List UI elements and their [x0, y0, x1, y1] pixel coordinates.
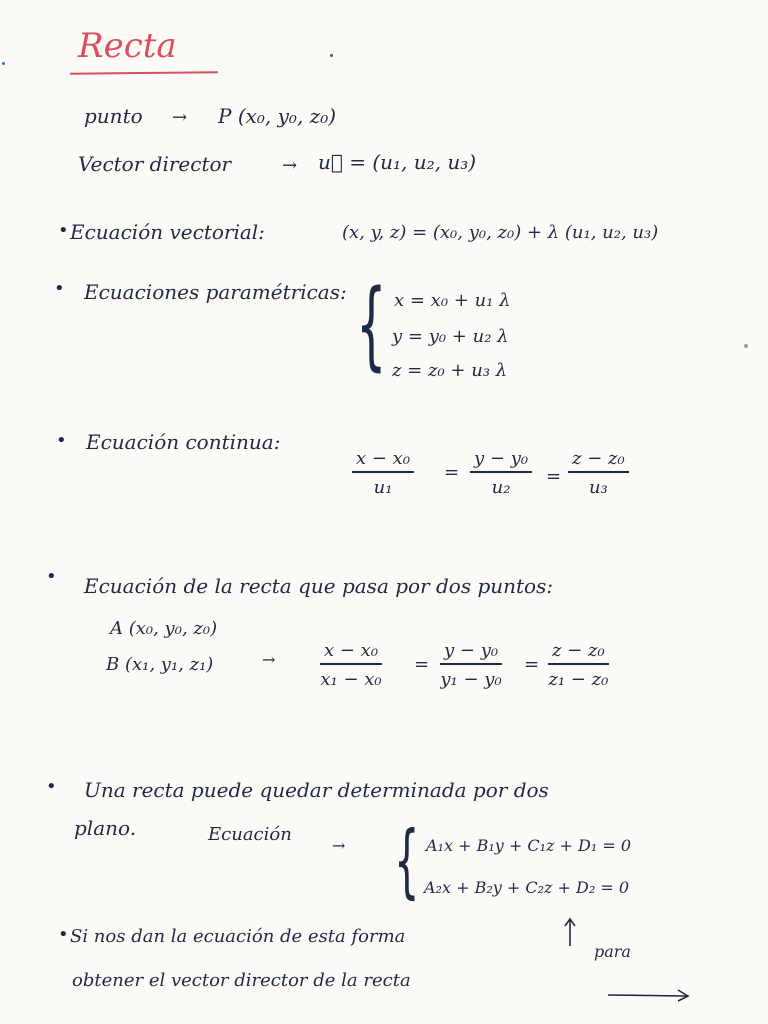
parametric-row-y: y = y₀ + u₂ λ [392, 326, 509, 347]
title-underline [70, 71, 218, 75]
two-points-fraction-x [320, 640, 382, 690]
up-arrow-icon [562, 916, 578, 948]
two-points-label: Ecuación de la recta que pasa por dos puntos: [84, 574, 554, 598]
fraction-numerator: x − x₀ [324, 640, 379, 661]
two-points-bullet: • [46, 566, 57, 587]
two-points-fraction-y [440, 640, 502, 690]
fraction-numerator: z − z₀ [552, 640, 605, 661]
fraction-denominator: x₁ − x₀ [320, 668, 382, 690]
fraction-denominator: u₁ [373, 476, 393, 498]
fraction-numerator: z − z₀ [572, 448, 625, 469]
fraction-numerator: y − y₀ [474, 448, 529, 469]
fraction-numerator: x − x₀ [356, 448, 411, 469]
note-bullet: • [58, 924, 69, 945]
point-a: A (x₀, y₀, z₀) [110, 618, 218, 639]
page-title: Recta [78, 26, 177, 66]
two-points-fraction-z [548, 640, 609, 690]
fraction-denominator: u₂ [491, 476, 511, 498]
vector-label: Vector director [78, 152, 232, 176]
paper-speck [2, 62, 5, 65]
parametric-brace: { [356, 269, 387, 381]
note-line-2: obtener el vector director de la recta [72, 970, 411, 991]
continuous-label: Ecuación continua: [86, 430, 281, 454]
two-points-arrow: → [262, 650, 276, 669]
paper-speck [330, 54, 333, 57]
parametric-bullet: • [54, 278, 65, 299]
vector-expression: u⃗ = (u₁, u₂, u₃) [318, 150, 477, 174]
point-expression: P (x₀, y₀, z₀) [218, 104, 337, 128]
vectorial-label: Ecuación vectorial: [70, 220, 265, 244]
parametric-label: Ecuaciones paramétricas: [84, 280, 347, 304]
two-points-equals-1: = [414, 654, 430, 675]
plane-equation-1: A₁x + B₁y + C₁z + D₁ = 0 [426, 836, 632, 855]
planes-line-1: Una recta puede quedar determinada por dos [84, 778, 549, 802]
continuous-equals-1: = [444, 462, 460, 483]
paper-speck [744, 344, 748, 348]
fraction-denominator: z₁ − z₀ [548, 668, 609, 690]
right-arrow-icon [606, 986, 692, 1004]
point-label: punto [84, 104, 143, 128]
two-points-equals-2: = [524, 654, 540, 675]
fraction-denominator: u₃ [588, 476, 608, 498]
continuous-equals-2: = [546, 466, 562, 487]
point-b: B (x₁, y₁, z₁) [106, 654, 214, 675]
fraction-numerator: y − y₀ [444, 640, 499, 661]
continuous-fraction-z [568, 448, 629, 498]
planes-line-2a: plano. [74, 816, 137, 840]
planes-brace: { [394, 814, 420, 907]
parametric-row-z: z = z₀ + u₃ λ [392, 360, 508, 381]
fraction-denominator: y₁ − y₀ [440, 668, 502, 690]
vector-arrow: → [282, 155, 298, 176]
plane-equation-2: A₂x + B₂y + C₂z + D₂ = 0 [424, 878, 630, 897]
note-line-1: Si nos dan la ecuación de esta forma [70, 926, 406, 947]
planes-line-2b: Ecuación [208, 824, 292, 845]
note-line-1-end: para [594, 942, 631, 961]
continuous-bullet: • [56, 430, 67, 451]
vectorial-bullet: • [58, 220, 69, 241]
continuous-fraction-x [352, 448, 414, 498]
continuous-fraction-y [470, 448, 532, 498]
vectorial-expression: (x, y, z) = (x₀, y₀, z₀) + λ (u₁, u₂, u₃) [342, 222, 659, 243]
parametric-row-x: x = x₀ + u₁ λ [394, 290, 511, 311]
planes-arrow: → [332, 836, 346, 855]
planes-bullet: • [46, 776, 57, 797]
point-arrow: → [172, 107, 188, 128]
